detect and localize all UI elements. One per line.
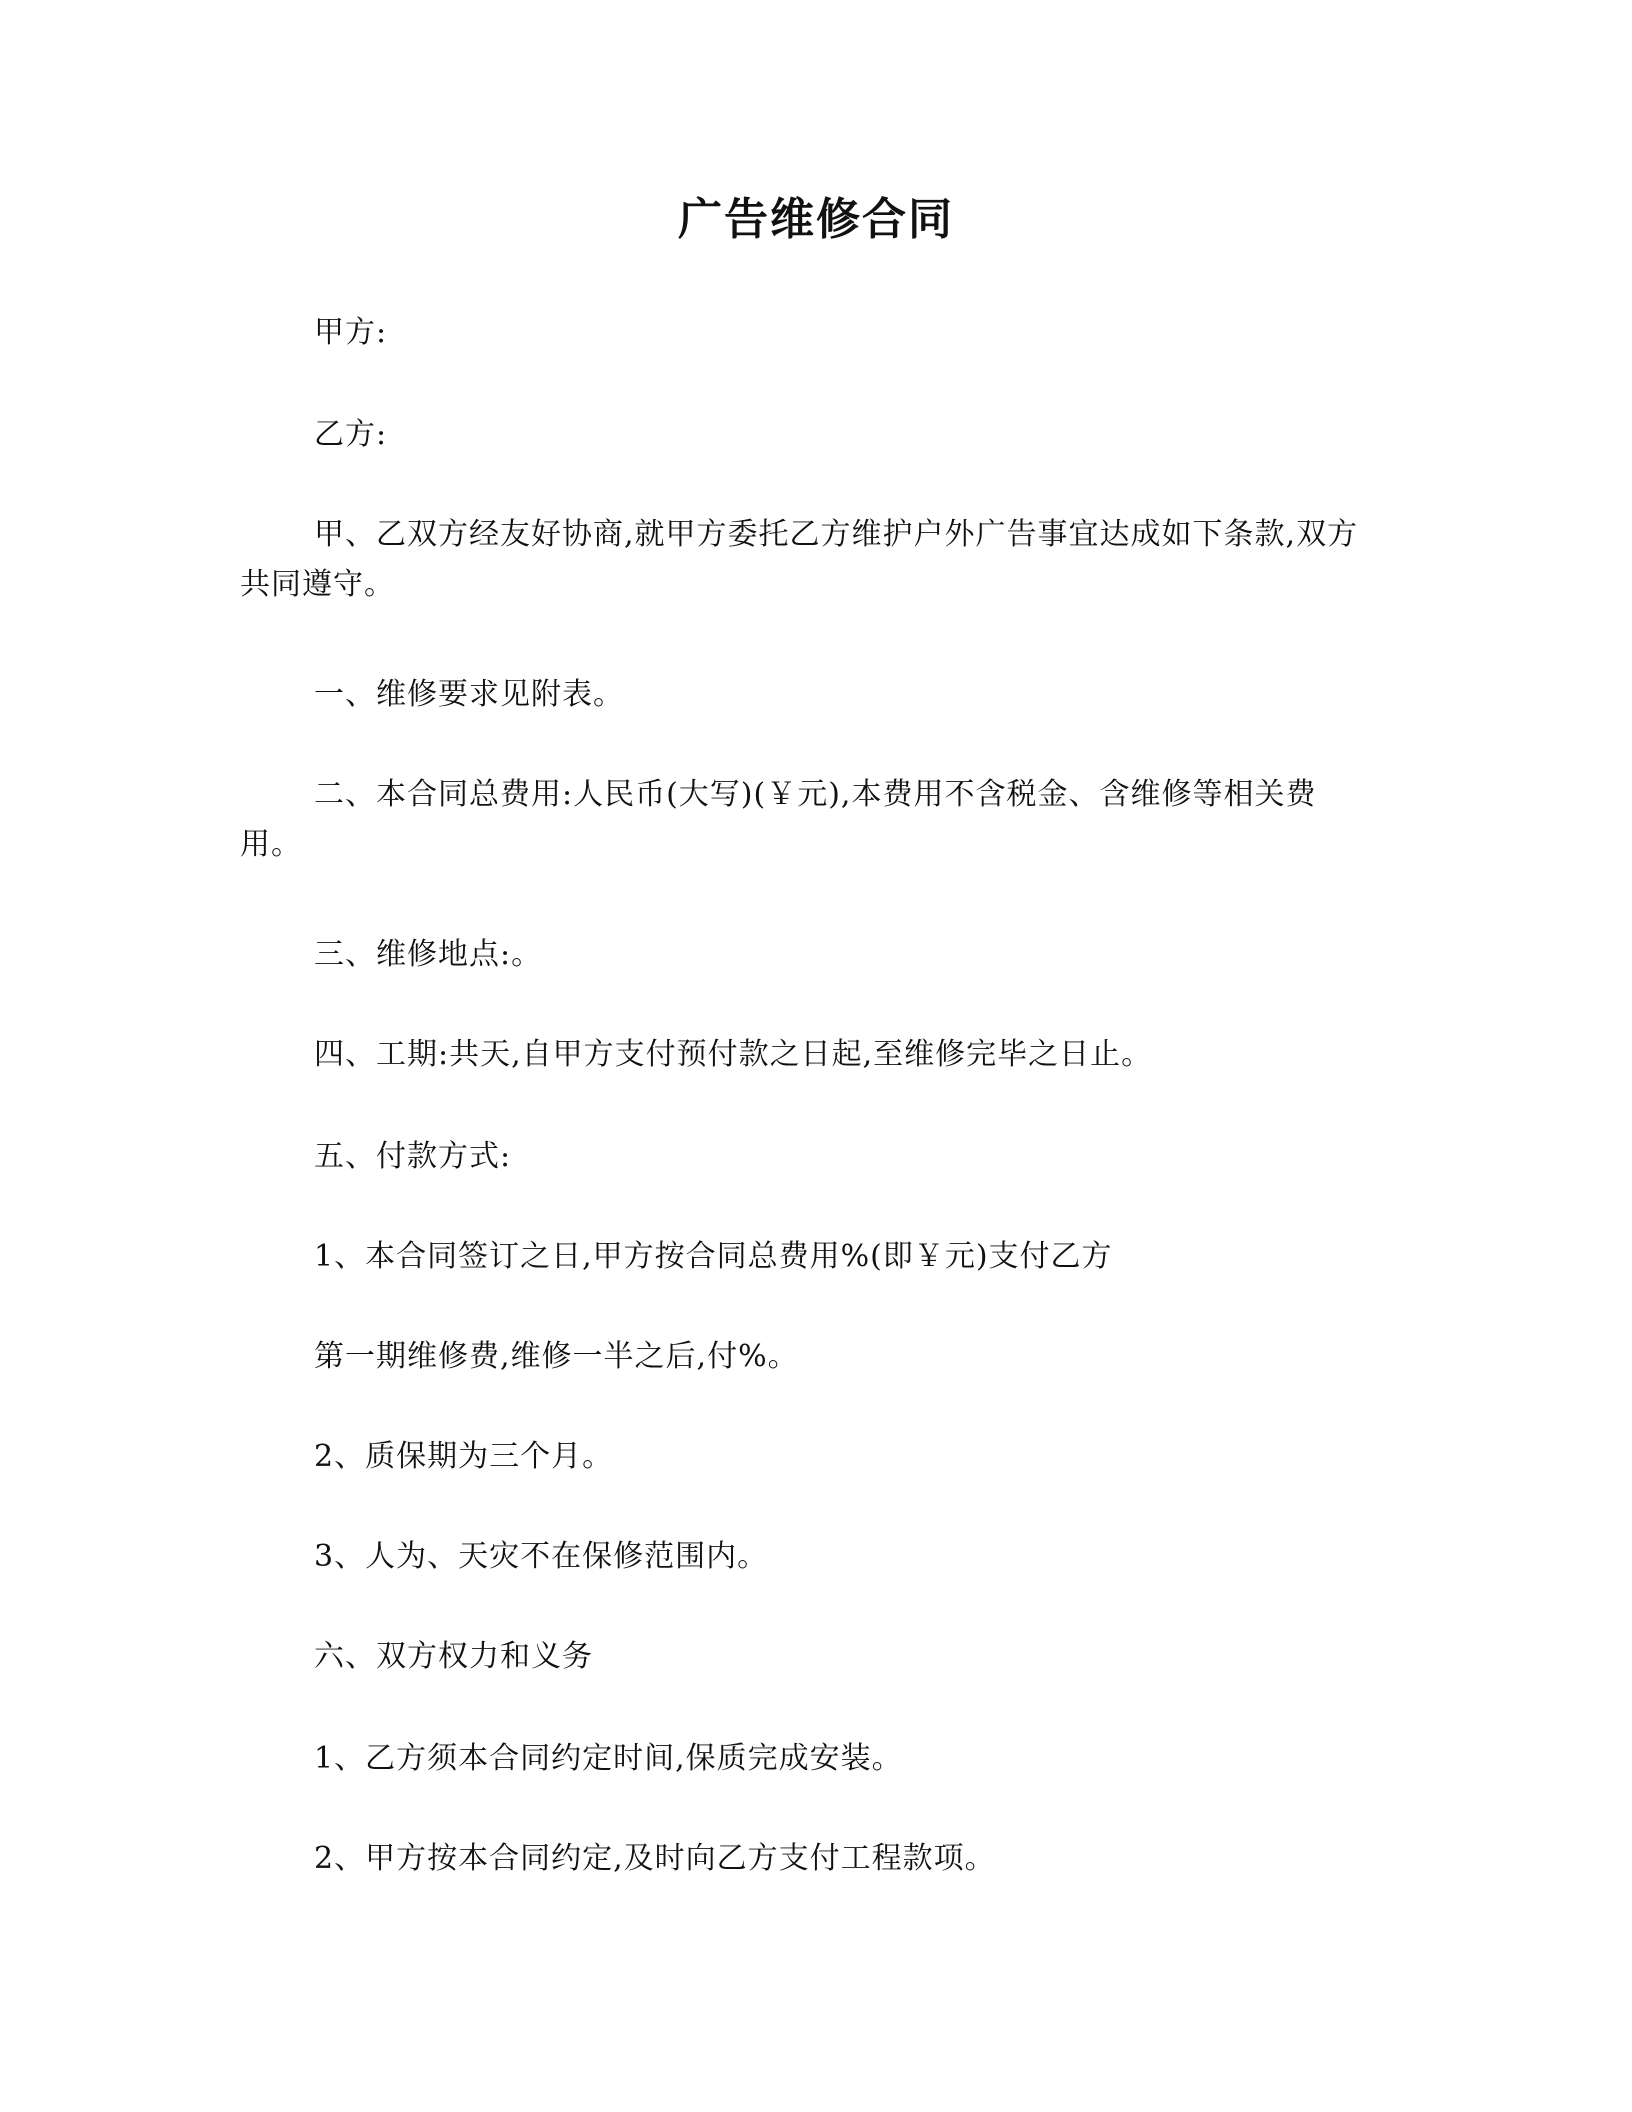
clause-3: 三、维修地点:。 (314, 937, 543, 972)
clause-5-item-1-continued: 第一期维修费,维修一半之后,付%。 (314, 1339, 799, 1374)
clause-6-item-2: 2、甲方按本合同约定,及时向乙方支付工程款项。 (314, 1841, 996, 1876)
clause-5-item-1: 1、本合同签订之日,甲方按合同总费用%(即￥元)支付乙方 (314, 1239, 1113, 1274)
party-a-line: 甲方: (314, 315, 388, 350)
clause-6: 六、双方权力和义务 (314, 1639, 593, 1674)
party-b-line: 乙方: (314, 417, 388, 452)
clause-1: 一、维修要求见附表。 (314, 677, 624, 712)
clause-5-item-2: 2、质保期为三个月。 (314, 1439, 614, 1474)
clause-6-item-1: 1、乙方须本合同约定时间,保质完成安装。 (314, 1741, 903, 1776)
clause-5: 五、付款方式: (314, 1139, 512, 1174)
document-title: 广告维修合同 (678, 194, 954, 245)
clause-4: 四、工期:共天,自甲方支付预付款之日起,至维修完毕之日止。 (314, 1037, 1153, 1072)
clause-2: 二、本合同总费用:人民币(大写)(￥元),本费用不含税金、含维修等相关费用。 (240, 777, 1317, 862)
preamble-paragraph: 甲、乙双方经友好协商,就甲方委托乙方维护户外广告事宜达成如下条款,双方共同遵守。 (240, 517, 1359, 602)
clause-5-item-3: 3、人为、天灾不在保修范围内。 (314, 1539, 769, 1574)
